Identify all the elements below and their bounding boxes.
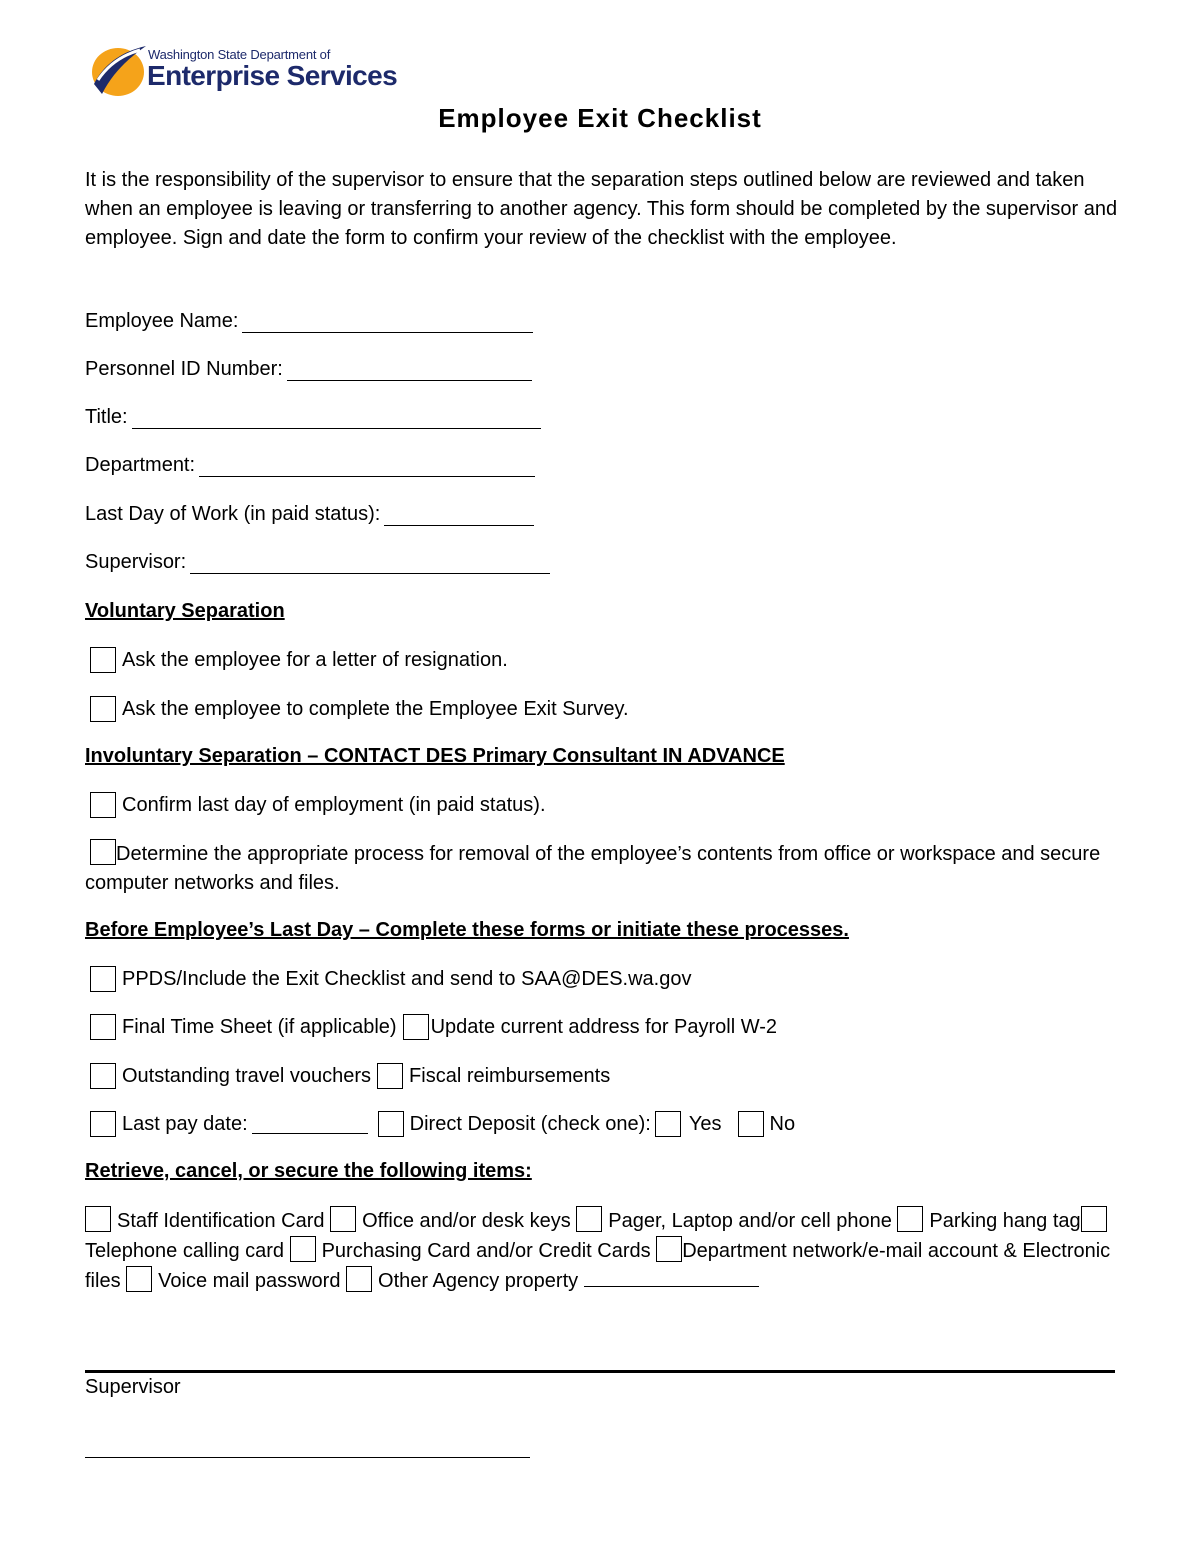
department-line[interactable] xyxy=(199,458,535,477)
checkbox[interactable] xyxy=(377,1063,403,1089)
final-time-sheet-label: Final Time Sheet (if applicable) xyxy=(122,1015,397,1038)
department-field[interactable] xyxy=(85,454,535,477)
checklist-item xyxy=(90,790,546,820)
other-property-line[interactable] xyxy=(584,1268,759,1287)
title-line[interactable] xyxy=(132,410,541,429)
personnel-id-label: Personnel ID Number: xyxy=(85,358,283,380)
item-label: Ask the employee to complete the Employee Exit Survey. xyxy=(122,697,629,720)
voluntary-heading: Voluntary Separation xyxy=(85,600,285,622)
checklist-item xyxy=(90,645,508,675)
last-day-line[interactable] xyxy=(384,507,534,526)
checkbox[interactable] xyxy=(90,647,116,673)
checkbox[interactable] xyxy=(90,839,116,865)
last-day-field[interactable] xyxy=(85,503,534,526)
purchasing-card-label: Purchasing Card and/or Credit Cards xyxy=(321,1240,651,1262)
checkbox[interactable] xyxy=(90,1014,116,1040)
employee-name-field[interactable] xyxy=(85,310,533,333)
parking-label: Parking hang tag xyxy=(929,1210,1081,1232)
supervisor-label: Supervisor: xyxy=(85,551,187,573)
checkbox[interactable] xyxy=(90,696,116,722)
checkbox[interactable] xyxy=(403,1014,429,1040)
keys-label: Office and/or desk keys xyxy=(362,1210,571,1232)
direct-deposit-yes-checkbox[interactable] xyxy=(655,1111,681,1137)
before-last-day-heading: Before Employee’s Last Day – Complete these forms or initiate these processes. xyxy=(85,919,849,941)
logo-org-small: Washington State Department of xyxy=(148,47,331,62)
voicemail-label: Voice mail password xyxy=(158,1270,341,1292)
retrieve-items xyxy=(85,1206,1120,1296)
checkbox[interactable] xyxy=(90,1063,116,1089)
no-label: No xyxy=(769,1112,796,1135)
last-pay-date-label: Last pay date: xyxy=(122,1112,248,1135)
intro-paragraph: It is the responsibility of the supervisor to ensure that the separation steps outlined below are reviewed and taken when an employee is leaving or transferring to another agency. This form should be completed by the supervisor and employee. Sign and date the form to confirm your review of the checklist with the employee. xyxy=(85,169,1118,249)
update-address-label: Update current address for Payroll W-2 xyxy=(430,1015,778,1038)
signature-line[interactable] xyxy=(85,1457,530,1458)
department-label: Department: xyxy=(85,454,196,476)
checkbox[interactable] xyxy=(378,1111,404,1137)
retrieve-heading: Retrieve, cancel, or secure the following items: xyxy=(85,1160,532,1182)
title-label: Title: xyxy=(85,406,128,428)
checkbox[interactable] xyxy=(126,1266,152,1292)
ppds-label: PPDS/Include the Exit Checklist and send to SAA@DES.wa.gov xyxy=(122,967,692,990)
last-day-label: Last Day of Work (in paid status): xyxy=(85,503,381,525)
involuntary-heading: Involuntary Separation – CONTACT DES Primary Consultant IN ADVANCE xyxy=(85,745,785,767)
supervisor-field[interactable] xyxy=(85,551,550,574)
signature-rule xyxy=(85,1370,1115,1373)
checkbox[interactable] xyxy=(346,1266,372,1292)
direct-deposit-no-checkbox[interactable] xyxy=(738,1111,764,1137)
item-label: Confirm last day of employment (in paid status). xyxy=(122,793,546,816)
checklist-item-multiline xyxy=(85,839,1120,898)
checkbox[interactable] xyxy=(897,1206,923,1232)
supervisor-signature-label: Supervisor xyxy=(85,1376,181,1398)
des-swoosh-icon xyxy=(88,40,148,100)
checklist-row xyxy=(90,1012,777,1042)
item-label: Determine the appropriate process for removal of the employee’s contents from office or workspace and secure computer networks and files. xyxy=(85,843,1101,894)
supervisor-line[interactable] xyxy=(190,555,550,574)
travel-vouchers-label: Outstanding travel vouchers xyxy=(122,1064,372,1087)
staff-id-label: Staff Identification Card xyxy=(117,1210,325,1232)
checkbox[interactable] xyxy=(1081,1206,1107,1232)
checklist-row xyxy=(90,1109,795,1139)
checklist-item xyxy=(90,964,691,994)
network-label: Department network/e-mail account & Electronic files xyxy=(85,1240,1111,1292)
logo-org-name: Enterprise Services xyxy=(147,60,398,91)
calling-card-label: Telephone calling card xyxy=(85,1240,285,1262)
checkbox[interactable] xyxy=(90,792,116,818)
checkbox[interactable] xyxy=(290,1236,316,1262)
checkbox[interactable] xyxy=(90,966,116,992)
checkbox[interactable] xyxy=(90,1111,116,1137)
page-title: Employee Exit Checklist xyxy=(438,103,762,133)
personnel-id-field[interactable] xyxy=(85,358,532,381)
employee-name-line[interactable] xyxy=(242,314,533,333)
employee-name-label: Employee Name: xyxy=(85,310,239,332)
personnel-id-line[interactable] xyxy=(287,362,532,381)
fiscal-reimbursements-label: Fiscal reimbursements xyxy=(409,1064,611,1087)
yes-label: Yes xyxy=(688,1112,722,1135)
item-label: Ask the employee for a letter of resignation. xyxy=(122,648,508,671)
checkbox[interactable] xyxy=(85,1206,111,1232)
title-field[interactable] xyxy=(85,406,541,429)
agency-logo xyxy=(88,40,398,102)
checklist-row xyxy=(90,1061,610,1091)
checkbox[interactable] xyxy=(656,1236,682,1262)
laptop-label: Pager, Laptop and/or cell phone xyxy=(608,1210,892,1232)
last-pay-date-line[interactable] xyxy=(252,1115,368,1134)
checkbox[interactable] xyxy=(330,1206,356,1232)
checkbox[interactable] xyxy=(576,1206,602,1232)
direct-deposit-label: Direct Deposit (check one): xyxy=(409,1112,651,1135)
checklist-item xyxy=(90,694,629,724)
other-property-label: Other Agency property xyxy=(378,1270,579,1292)
